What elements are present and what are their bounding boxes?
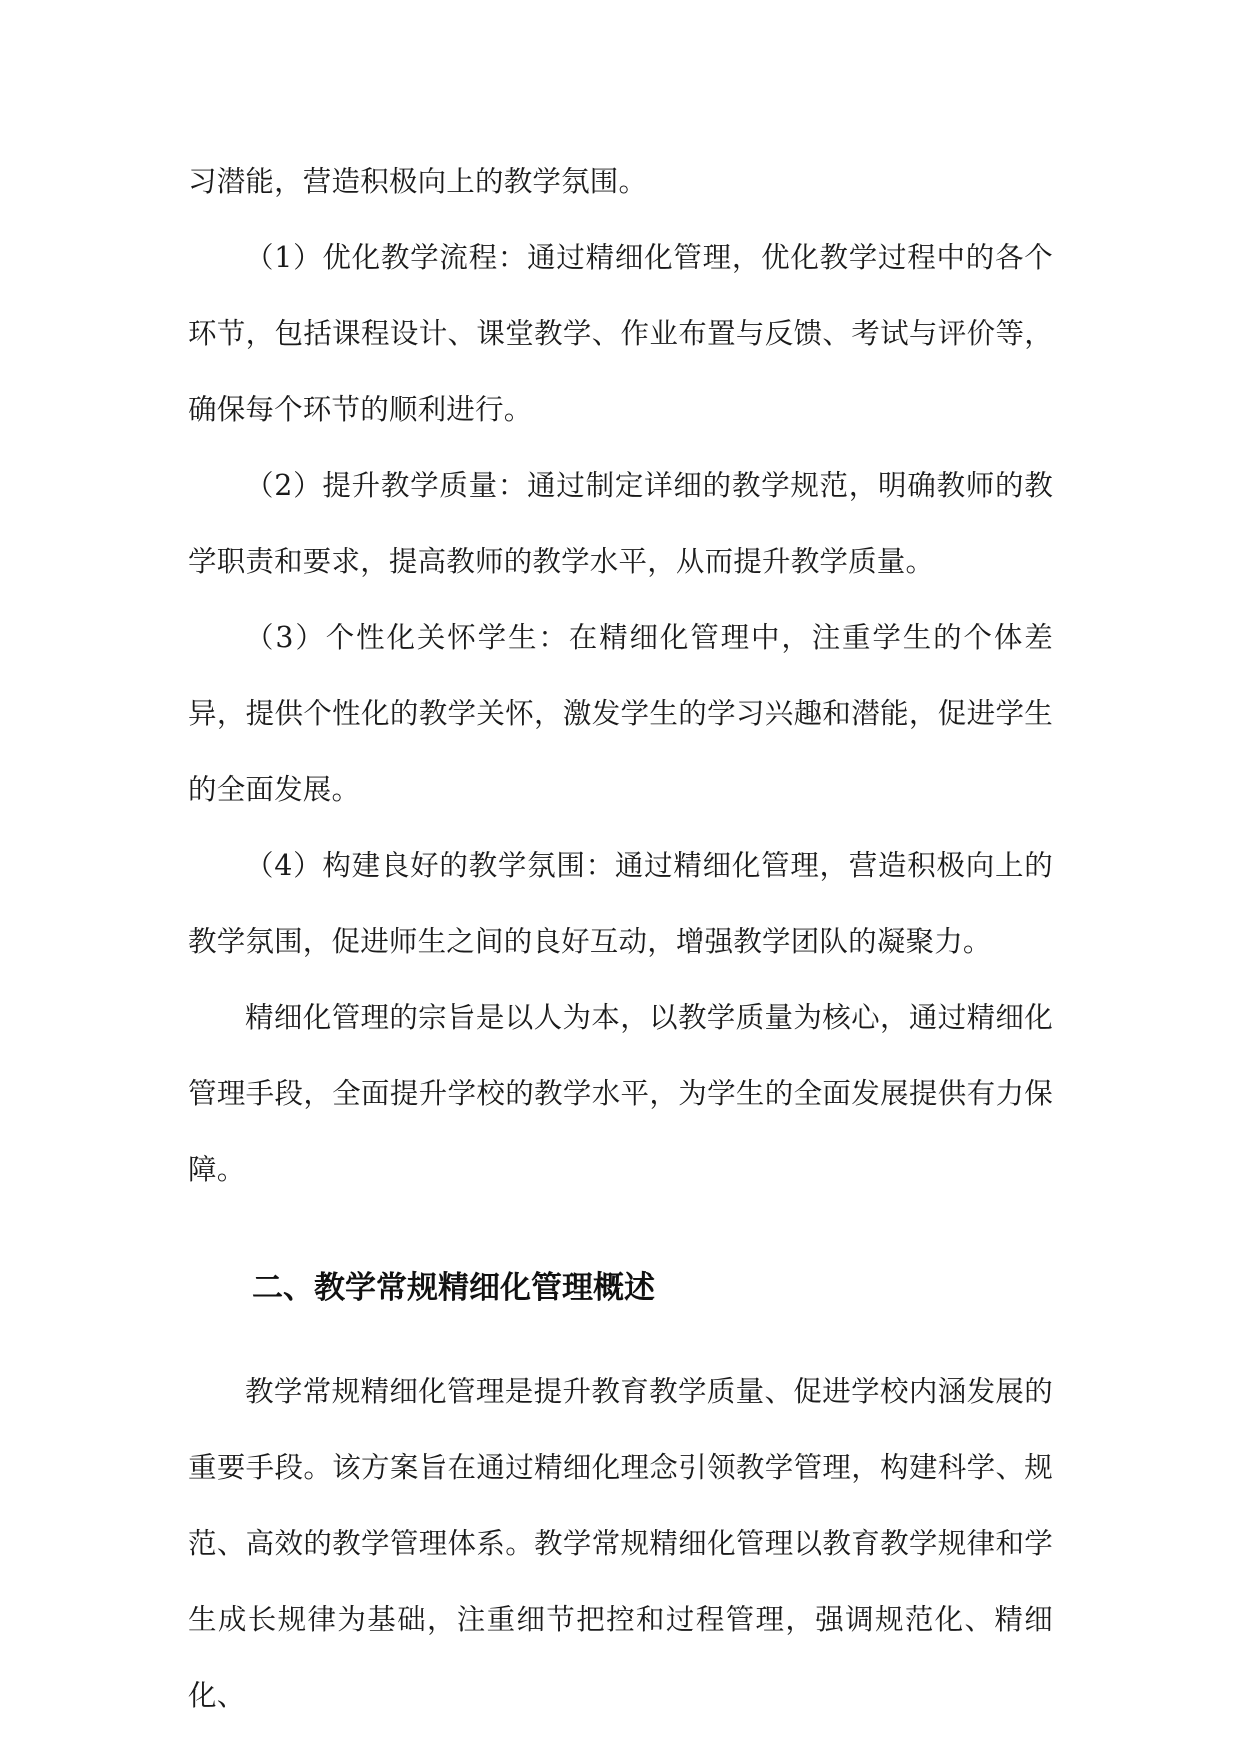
paragraph-summary: 精细化管理的宗旨是以人为本，以教学质量为核心，通过精细化管理手段，全面提升学校的教学水平，为学生的全面发展提供有力保障。 [188,1001,1053,1186]
document-body [188,144,1053,1734]
paragraph-overview: 教学常规精细化管理是提升教育教学质量、促进学校内涵发展的重要手段。该方案旨在通过精细化理念引领教学管理，构建科学、规范、高效的教学管理体系。教学常规精细化管理以教育教学规律和学生成长规律为基础，注重细节把控和过程管理，强调规范化、精细化、 [188,1375,1053,1712]
paragraph-item-4: （4）构建良好的教学氛围：通过精细化管理，营造积极向上的教学氛围，促进师生之间的良好互动，增强教学团队的凝聚力。 [188,849,1053,958]
paragraph-item-1: （1）优化教学流程：通过精细化管理，优化教学过程中的各个环节，包括课程设计、课堂教学、作业布置与反馈、考试与评价等，确保每个环节的顺利进行。 [188,241,1053,426]
paragraph-continuation: 习潜能，营造积极向上的教学氛围。 [188,165,648,198]
spacer [188,1316,1053,1354]
paragraph-item-3: （3）个性化关怀学生：在精细化管理中，注重学生的个体差异，提供个性化的教学关怀，激发学生的学习兴趣和潜能，促进学生的全面发展。 [188,621,1053,806]
paragraph-item-2: （2）提升教学质量：通过制定详细的教学规范，明确教师的教学职责和要求，提高教师的教学水平，从而提升教学质量。 [188,469,1053,578]
section-heading: 二、教学常规精细化管理概述 [252,1270,655,1306]
spacer [188,1208,1053,1260]
